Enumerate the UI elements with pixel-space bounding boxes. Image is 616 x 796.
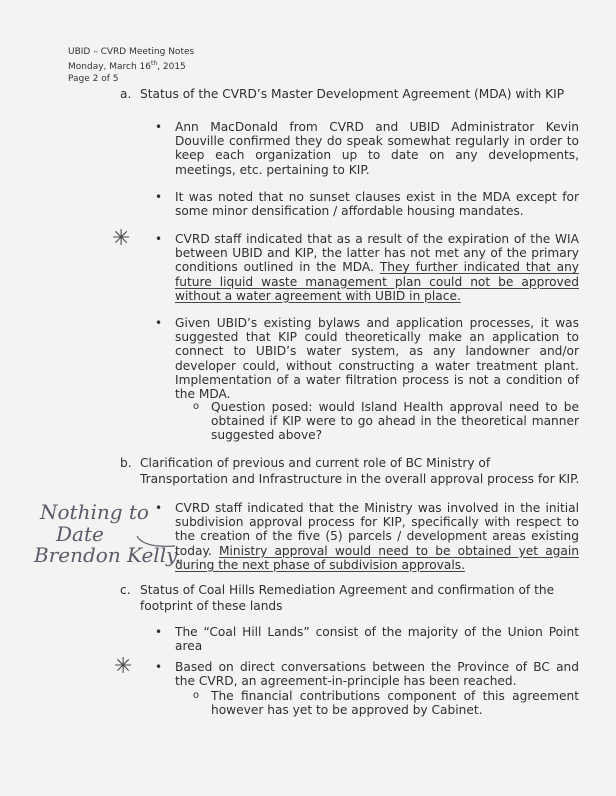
list-item: • CVRD staff indicated that as a result of the expiration of the WIA between UBID and KIP, the latter has not met any of the primary conditions outlined in the MDA. They further indicated that any future liquid waste management plan could not be approved without a water agreement with UBID in place. — [155, 232, 580, 303]
circle-bullet-icon: o — [193, 690, 200, 701]
handwritten-asterisk-icon: ✳ — [114, 654, 133, 679]
underlined-text: Ministry approval would need to be obtained yet again during the next phase of subdivision approvals. — [175, 543, 579, 572]
section-title: Status of Coal Hills Remediation Agreement and confirmation of the footprint of these lands — [140, 583, 555, 613]
handwritten-note-line3: Brendon Kelly. — [34, 543, 182, 567]
section-title: Status of the CVRD’s Master Development Agreement (MDA) with KIP — [140, 87, 565, 101]
list-item: • It was noted that no sunset clauses exist in the MDA except for some minor densification / affordable housing mandates. — [155, 190, 579, 219]
section-c-heading — [120, 582, 580, 614]
list-item: • Based on direct conversations between the Province of BC and the CVRD, an agreement-in-principle has been reached. — [155, 660, 579, 689]
bullet-icon: • — [155, 120, 163, 134]
bullet-icon: • — [155, 625, 163, 639]
section-label: a. — [120, 87, 132, 101]
list-item: • CVRD staff indicated that the Ministry was involved in the initial subdivision approval process for KIP, specifically with respect to the creation of the five (5) parcels / development areas existing today. Ministry approval would need to be obtained yet again during the next phase of subdivision approvals. — [155, 501, 579, 572]
header-page-number: Page 2 of 5 — [68, 74, 119, 84]
header-title: UBID – CVRD Meeting Notes — [68, 47, 195, 57]
handwritten-note-line2: Date — [56, 522, 104, 546]
circle-bullet-icon: o — [193, 401, 200, 412]
list-item: • Given UBID’s existing bylaws and application processes, it was suggested that KIP could theoretically make an application to connect to UBID’s water system, as any landowner and/or developer could, without constructing a water treatment plant. Implementation of a water filtration process is not a condition of the MDA. — [155, 316, 579, 402]
section-a-heading — [120, 86, 580, 102]
handwritten-note-line1: Nothing to — [40, 500, 149, 524]
handwritten-arrow-icon — [135, 534, 177, 550]
bullet-icon: • — [155, 316, 163, 330]
list-item: • Ann MacDonald from CVRD and UBID Administrator Kevin Douville confirmed they do speak somewhat regularly in order to keep each organization up to date on any developments, meetings, etc. pertaining to KIP. — [155, 120, 579, 177]
bullet-icon: • — [155, 501, 163, 515]
header-date: Monday, March 16th, 2015 — [68, 60, 186, 72]
bullet-icon: • — [155, 190, 163, 204]
section-label: b. — [120, 456, 132, 470]
section-label: c. — [120, 583, 131, 597]
bullet-icon: • — [155, 660, 163, 674]
sub-list-item: o Question posed: would Island Health approval need to be obtained if KIP were to go ahead in the theoretical manner suggested above? — [193, 400, 579, 443]
underlined-text: They further indicated that any future liquid waste management plan could not be approved without a water agreement with UBID in place. — [175, 260, 580, 303]
sub-list-item: o The financial contributions component of this agreement however has yet to be approved by Cabinet. — [193, 689, 579, 718]
handwritten-asterisk-icon: ✳ — [112, 226, 131, 251]
section-b-heading — [120, 455, 580, 487]
bullet-icon: • — [155, 232, 163, 246]
page-header — [68, 46, 194, 85]
section-title: Clarification of previous and current role of BC Ministry of Transportation and Infrastructure in the overall approval process for KIP. — [140, 456, 580, 486]
list-item: • The “Coal Hill Lands” consist of the majority of the Union Point area — [155, 625, 579, 654]
